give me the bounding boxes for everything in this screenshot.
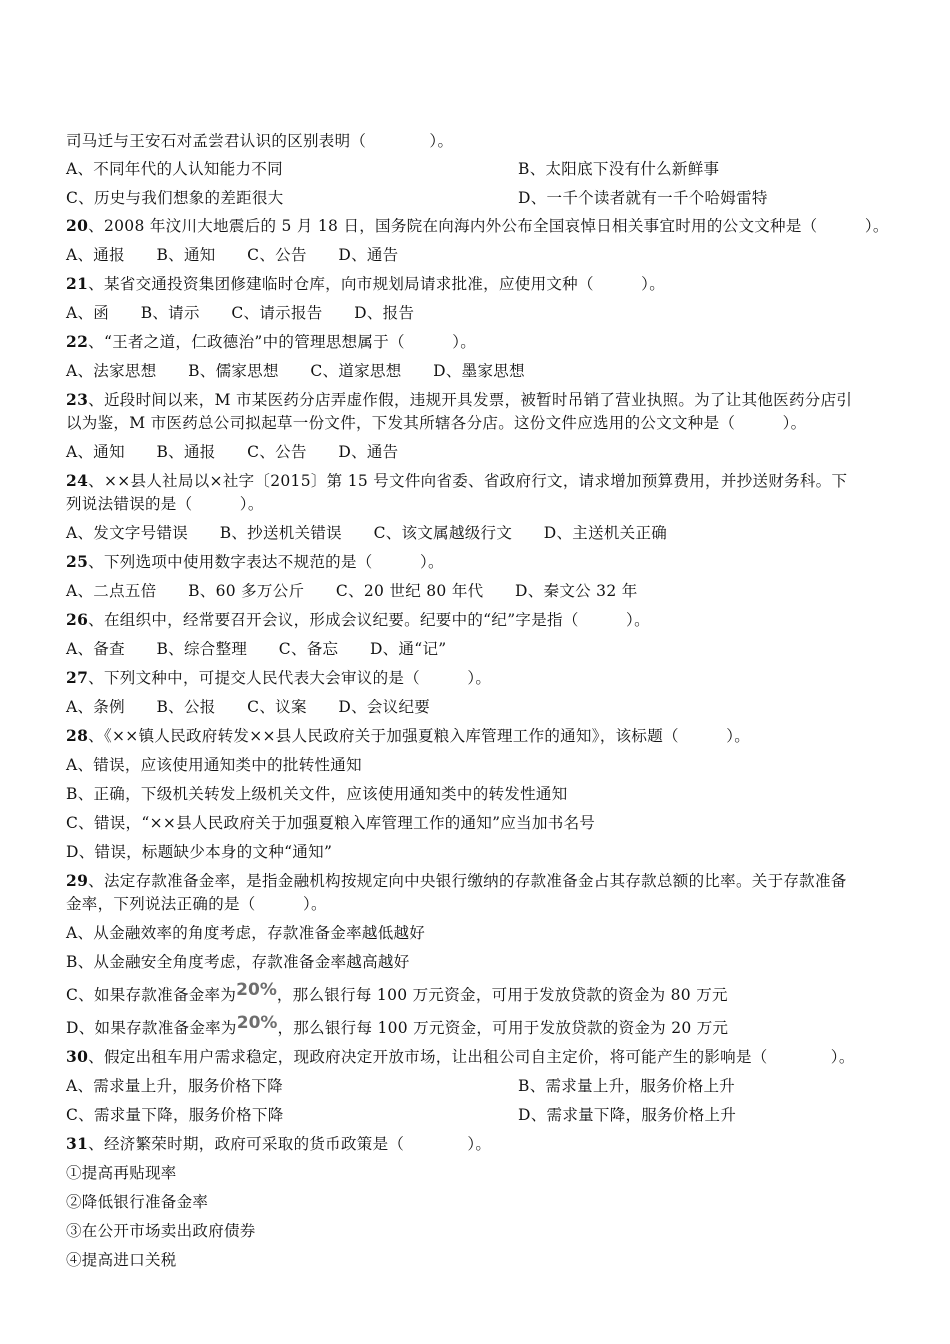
question-31-item-3: [66, 1221, 256, 1241]
question-text: 、法定存款准备金率，是指金融机构按规定向中央银行缴纳的存款准备金占其存款总额的比率。关于存款准备: [88, 872, 847, 890]
option-b: B、需求量上升，服务价格上升: [518, 1077, 736, 1095]
options-text: A、条例 B、公报 C、议案 D、会议纪要: [66, 698, 431, 716]
question-19-options-row-2: [66, 188, 886, 208]
option-b: B、从金融安全角度考虑，存款准备金率越高越好: [66, 953, 410, 971]
question-19-stem: [66, 131, 453, 151]
question-text: 、××县人社局以×社字〔2015〕第 15 号文件向省委、省政府行文，请求增加预算费用，并抄送财务科。下: [88, 472, 848, 490]
question-number: 22: [66, 332, 89, 351]
question-text: 、2008 年汶川大地震后的 5 月 18 日，国务院在向海内外公布全国哀悼日相关事宜时用的公文文种是（ ）。: [88, 217, 889, 235]
option-c: C、历史与我们想象的差距很大: [66, 189, 284, 207]
question-28-option-c: [66, 813, 595, 833]
option-d-prefix: D、如果存款准备金率为: [66, 1019, 237, 1037]
options-text: A、备查 B、综合整理 C、备忘 D、通“记”: [66, 640, 447, 658]
question-21-options: [66, 303, 414, 323]
question-30-options-row-1: [66, 1076, 886, 1096]
question-25-options: [66, 581, 638, 601]
question-number: 25: [66, 552, 89, 571]
question-29: [66, 871, 847, 891]
question-31-item-1: [66, 1163, 177, 1183]
list-item: ③在公开市场卖出政府债券: [66, 1222, 256, 1240]
question-23: [66, 390, 852, 410]
options-text: A、通知 B、通报 C、公告 D、通告: [66, 443, 399, 461]
option-d: D、错误，标题缺少本身的文种“通知”: [66, 843, 333, 861]
option-a: A、错误，应该使用通知类中的批转性通知: [66, 756, 362, 774]
question-28: [66, 726, 750, 746]
question-number: 30: [66, 1047, 89, 1066]
question-number: 28: [66, 726, 89, 745]
option-a: A、从金融效率的角度考虑，存款准备金率越低越好: [66, 924, 426, 942]
question-number: 31: [66, 1134, 89, 1153]
question-text: 、经济繁荣时期，政府可采取的货币政策是（ ）。: [88, 1135, 492, 1153]
question-text: 、在组织中，经常要召开会议，形成会议纪要。纪要中的“纪”字是指（ ）。: [88, 611, 650, 629]
question-number: 29: [66, 871, 89, 890]
question-number: 26: [66, 610, 89, 629]
question-text: 、假定出租车用户需求稳定，现政府决定开放市场，让出租公司自主定价，将可能产生的影响是（ ）。: [88, 1048, 855, 1066]
question-text: 以为鉴，M 市医药总公司拟起草一份文件，下发其所辖各分店。这份文件应选用的公文文种是（ ）。: [66, 414, 807, 432]
question-28-option-d: [66, 842, 332, 862]
question-28-option-a: [66, 755, 362, 775]
question-23-continued: [66, 413, 806, 433]
question-29-continued: [66, 894, 327, 914]
question-number: 21: [66, 274, 89, 293]
question-25: [66, 552, 444, 572]
question-24-continued: [66, 494, 264, 514]
question-text: 、某省交通投资集团修建临时仓库，向市规划局请求批准，应使用文种（ ）。: [88, 275, 666, 293]
question-number: 20: [66, 216, 89, 235]
question-number: 24: [66, 471, 89, 490]
question-31-item-2: [66, 1192, 208, 1212]
question-text: 、近段时间以来，M 市某医药分店弄虚作假，违规开具发票，被暂时吊销了营业执照。为了让其他医药分店引: [88, 391, 853, 409]
list-item: ④提高进口关税: [66, 1251, 177, 1269]
options-text: A、通报 B、通知 C、公告 D、通告: [66, 246, 399, 264]
option-c-prefix: C、如果存款准备金率为: [66, 986, 237, 1004]
question-22: [66, 332, 476, 352]
question-19-options-row-1: [66, 159, 886, 179]
question-text: 、下列选项中使用数字表达不规范的是（ ）。: [88, 553, 444, 571]
option-b: B、正确，下级机关转发上级机关文件，应该使用通知类中的转发性通知: [66, 785, 568, 803]
options-text: A、二点五倍 B、60 多万公斤 C、20 世纪 80 年代 D、秦文公 32 年: [66, 582, 638, 600]
question-text: 、下列文种中，可提交人民代表大会审议的是（ ）。: [88, 669, 492, 687]
question-29-option-d: [66, 1013, 729, 1038]
question-text: 金率，下列说法正确的是（ ）。: [66, 895, 327, 913]
question-22-options: [66, 361, 525, 381]
question-text: 、“王者之道，仁政德治”中的管理思想属于（ ）。: [88, 333, 477, 351]
question-text: 司马迁与王安石对孟尝君认识的区别表明（ ）。: [66, 132, 454, 150]
question-20: [66, 216, 889, 236]
question-text: 、《××镇人民政府转发××县人民政府关于加强夏粮入库管理工作的通知》，该标题（ ）。: [88, 727, 751, 745]
option-c: C、错误，“××县人民政府关于加强夏粮入库管理工作的通知”应当加书名号: [66, 814, 596, 832]
question-27-options: [66, 697, 430, 717]
question-24-options: [66, 523, 667, 543]
option-b: B、太阳底下没有什么新鲜事: [518, 160, 720, 178]
question-24: [66, 471, 847, 491]
percent-value: 20%: [236, 1013, 278, 1033]
option-d: D、一千个读者就有一千个哈姆雷特: [518, 189, 768, 207]
question-29-option-a: [66, 923, 425, 943]
options-text: A、函 B、请示 C、请示报告 D、报告: [66, 304, 415, 322]
question-text: 列说法错误的是（ ）。: [66, 495, 264, 513]
option-c-suffix: ，那么银行每 100 万元资金，可用于发放贷款的资金为 80 万元: [276, 986, 728, 1004]
option-d: D、需求量下降，服务价格上升: [518, 1106, 737, 1124]
question-number: 27: [66, 668, 89, 687]
option-d-suffix: ，那么银行每 100 万元资金，可用于发放贷款的资金为 20 万元: [277, 1019, 729, 1037]
question-28-option-b: [66, 784, 568, 804]
question-21: [66, 274, 665, 294]
list-item: ②降低银行准备金率: [66, 1193, 209, 1211]
question-31-item-4: [66, 1250, 177, 1270]
option-a: A、不同年代的人认知能力不同: [66, 160, 283, 178]
question-29-option-c: [66, 980, 728, 1005]
percent-value: 20%: [236, 980, 277, 1000]
question-30: [66, 1047, 855, 1067]
question-26-options: [66, 639, 447, 659]
question-26: [66, 610, 650, 630]
option-a: A、需求量上升，服务价格下降: [66, 1077, 283, 1095]
options-text: A、法家思想 B、儒家思想 C、道家思想 D、墨家思想: [66, 362, 525, 380]
question-number: 23: [66, 390, 89, 409]
question-23-options: [66, 442, 398, 462]
question-29-option-b: [66, 952, 410, 972]
options-text: A、发文字号错误 B、抄送机关错误 C、该文属越级行文 D、主送机关正确: [66, 524, 668, 542]
question-20-options: [66, 245, 398, 265]
option-c: C、需求量下降，服务价格下降: [66, 1106, 284, 1124]
list-item: ①提高再贴现率: [66, 1164, 177, 1182]
question-30-options-row-2: [66, 1105, 886, 1125]
question-27: [66, 668, 491, 688]
question-31: [66, 1134, 491, 1154]
